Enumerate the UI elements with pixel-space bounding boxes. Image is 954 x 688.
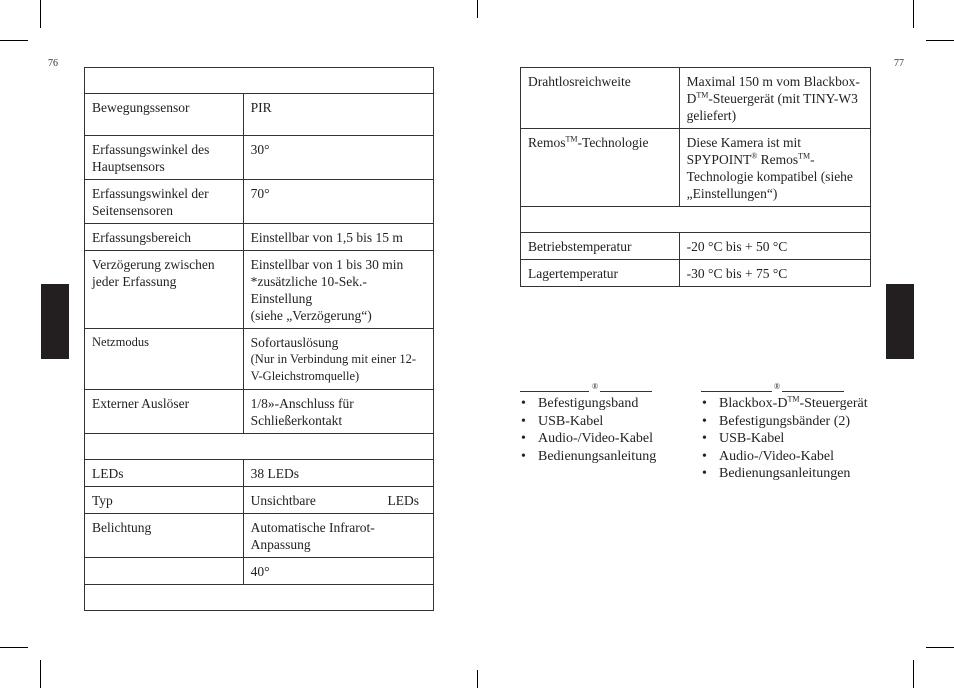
trademark-mark: TM [798, 151, 811, 161]
cell-label-text: Remos [528, 135, 566, 150]
cell-value: 70° [243, 180, 433, 224]
cell-label: Bewegungssensor [85, 94, 244, 136]
table-row [85, 251, 434, 329]
list-item: • Bedienungsanleitungen [701, 465, 886, 483]
table-row [521, 129, 871, 207]
cell-value: -20 °C bis + 50 °C [679, 233, 870, 260]
cell-value-text: -Steuergerät (mit TINY-W3 geliefert) [686, 91, 858, 123]
cell-label: Verzögerung zwischen jeder Erfassung [85, 251, 244, 329]
cell-value: 1/8»-Anschluss für Schließerkontakt [243, 390, 433, 434]
crop-mark [926, 40, 954, 41]
package-title-rule [520, 380, 690, 394]
cell-label: Erfassungswinkel des Hauptsensors [85, 136, 244, 180]
cell-value: Einstellbar von 1,5 bis 15 m [243, 224, 433, 251]
crop-mark [0, 647, 28, 648]
registered-mark: ® [592, 382, 599, 391]
cell-value-note: *zusätzliche 10-Sek.-Einstellung [250, 274, 367, 306]
thumb-tab-right [886, 284, 914, 359]
list-item-text: Blackbox-D [719, 396, 788, 411]
registered-mark: ® [751, 151, 758, 161]
cell-value-text: -Technologie kompatibel (siehe „Einstellungen“) [686, 152, 853, 201]
cell-label: Netzmodus [85, 329, 244, 390]
cell-value-right: LEDs [387, 493, 419, 508]
page-number-right: 77 [894, 58, 904, 69]
table-row [85, 180, 434, 224]
table-row [521, 233, 871, 260]
section-header-row [521, 207, 871, 233]
table-row [85, 136, 434, 180]
trademark-mark: TM [696, 90, 709, 100]
cell-label: LEDs [85, 460, 244, 487]
cell-value [679, 68, 870, 129]
trademark-mark: TM [787, 394, 800, 404]
cell-value: PIR [243, 94, 433, 136]
cell-label [521, 129, 680, 207]
list-item: • Audio-/Video-Kabel [701, 448, 886, 466]
list-item: • USB-Kabel [520, 413, 690, 431]
cell-value-note: (siehe „Verzögerung“) [250, 308, 372, 323]
cell-label: Erfassungsbereich [85, 224, 244, 251]
list-item: • Bedienungsanleitung [520, 448, 690, 466]
package-contents-right [701, 380, 886, 483]
cell-value: 40° [243, 558, 433, 585]
section-header-row [85, 585, 434, 611]
list-item: • USB-Kabel [701, 430, 886, 448]
registered-mark: ® [774, 382, 781, 391]
table-row [85, 390, 434, 434]
crop-mark [477, 670, 478, 688]
crop-mark [40, 660, 41, 688]
cell-value [679, 129, 870, 207]
cell-value-text: Maximal 150 m vom Blackbox-D [686, 74, 860, 106]
list-item: • Befestigungsband [520, 395, 690, 413]
cell-value-text: Remos [757, 152, 799, 167]
cell-label: Typ [85, 487, 244, 514]
crop-mark [477, 0, 478, 18]
list-item [701, 395, 886, 413]
package-title-rule [701, 380, 886, 394]
section-header-row [85, 68, 434, 94]
package-contents-left [520, 380, 690, 465]
list-item-text: -Steuergerät [799, 396, 868, 411]
crop-mark [913, 660, 914, 688]
list-item: • Befestigungsbänder (2) [701, 413, 886, 431]
cell-label [85, 558, 244, 585]
package-item-list [520, 395, 690, 465]
table-row [85, 94, 434, 136]
cell-label: Externer Auslöser [85, 390, 244, 434]
cell-label: Erfassungswinkel der Seitensensoren [85, 180, 244, 224]
cell-label-text: -Technologie [577, 135, 649, 150]
crop-mark [40, 0, 41, 28]
table-row [521, 260, 871, 287]
cell-value: -30 °C bis + 75 °C [679, 260, 870, 287]
cell-label: Betriebstemperatur [521, 233, 680, 260]
table-row [85, 487, 434, 514]
cell-value: Automatische Infrarot-Anpassung [243, 514, 433, 558]
cell-value-note: (Nur in Verbindung mit einer 12-V-Gleichstromquelle) [250, 352, 416, 383]
cell-value-text: Diese Kamera ist mit SPYPOINT [686, 135, 802, 167]
table-row [521, 68, 871, 129]
table-row [85, 460, 434, 487]
crop-mark [913, 0, 914, 28]
cell-label: Drahtlosreichweite [521, 68, 680, 129]
trademark-mark: TM [565, 134, 578, 144]
cell-value: 30° [243, 136, 433, 180]
spec-table-right [520, 67, 871, 287]
table-row [85, 558, 434, 585]
spec-table-left [84, 67, 434, 611]
list-item: • Audio-/Video-Kabel [520, 430, 690, 448]
cell-value: Einstellbar von 1 bis 30 min [250, 257, 404, 272]
table-row [85, 514, 434, 558]
table-row [85, 224, 434, 251]
crop-mark [926, 647, 954, 648]
crop-mark [0, 40, 28, 41]
cell-value: Sofortauslösung [250, 335, 339, 350]
cell-value: Unsichtbare [250, 493, 316, 508]
package-item-list [701, 395, 886, 483]
page-number-left: 76 [48, 58, 58, 69]
table-row [85, 329, 434, 390]
thumb-tab-left [41, 284, 69, 359]
cell-label: Belichtung [85, 514, 244, 558]
cell-value: 38 LEDs [243, 460, 433, 487]
section-header-row [85, 434, 434, 460]
cell-label: Lagertemperatur [521, 260, 680, 287]
